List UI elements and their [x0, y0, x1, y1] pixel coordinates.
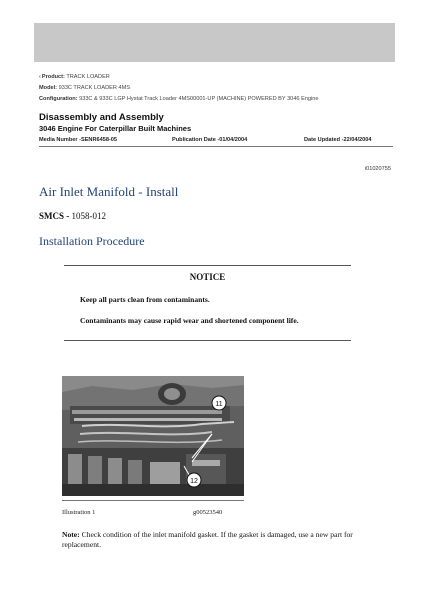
section-heading: Installation Procedure: [39, 234, 145, 248]
media-number: Media Number -SENR6458-05: [39, 137, 118, 143]
header-banner: [34, 23, 395, 62]
callout-12: 12: [190, 478, 198, 485]
back-arrow-icon[interactable]: ‹: [39, 74, 41, 80]
page-heading: Air Inlet Manifold - Install: [39, 184, 179, 199]
note-paragraph: Note: Check condition of the inlet manifold gasket. If the gasket is damaged, use a new part for replacement.: [62, 530, 353, 549]
document-title: Disassembly and Assembly: [39, 112, 164, 123]
notice-line-2: Contaminants may cause rapid wear and shortened component life.: [80, 316, 299, 325]
document-id: i01020755: [364, 166, 391, 172]
product-line: ‹Product: TRACK LOADER: [39, 74, 110, 80]
model-line: Model: 933C TRACK LOADER 4MS: [39, 85, 130, 91]
configuration-line: Configuration: 933C & 933C LGP Hystat Track Loader 4MS00001-UP (MACHINE) POWERED BY 3046 Engine: [39, 96, 319, 102]
notice-title: NOTICE: [189, 272, 226, 282]
figure-rule: [62, 500, 244, 501]
callout-11: 11: [215, 401, 223, 408]
document-subtitle: 3046 Engine For Caterpillar Built Machines: [39, 124, 192, 133]
smcs-code: SMCS - 1058-012: [39, 211, 107, 221]
publication-date: Publication Date -01/04/2004: [172, 137, 248, 143]
engine-illustration: [62, 376, 244, 496]
notice-line-1: Keep all parts clean from contaminants.: [80, 295, 210, 304]
figure-caption: Illustration 1: [62, 509, 96, 516]
header-divider: [39, 146, 393, 147]
date-updated: Date Updated -22/04/2004: [304, 137, 372, 143]
notice-bottom-rule: [64, 340, 351, 341]
notice-top-rule: [64, 265, 351, 266]
figure-graphic-id: g00523540: [193, 509, 223, 516]
